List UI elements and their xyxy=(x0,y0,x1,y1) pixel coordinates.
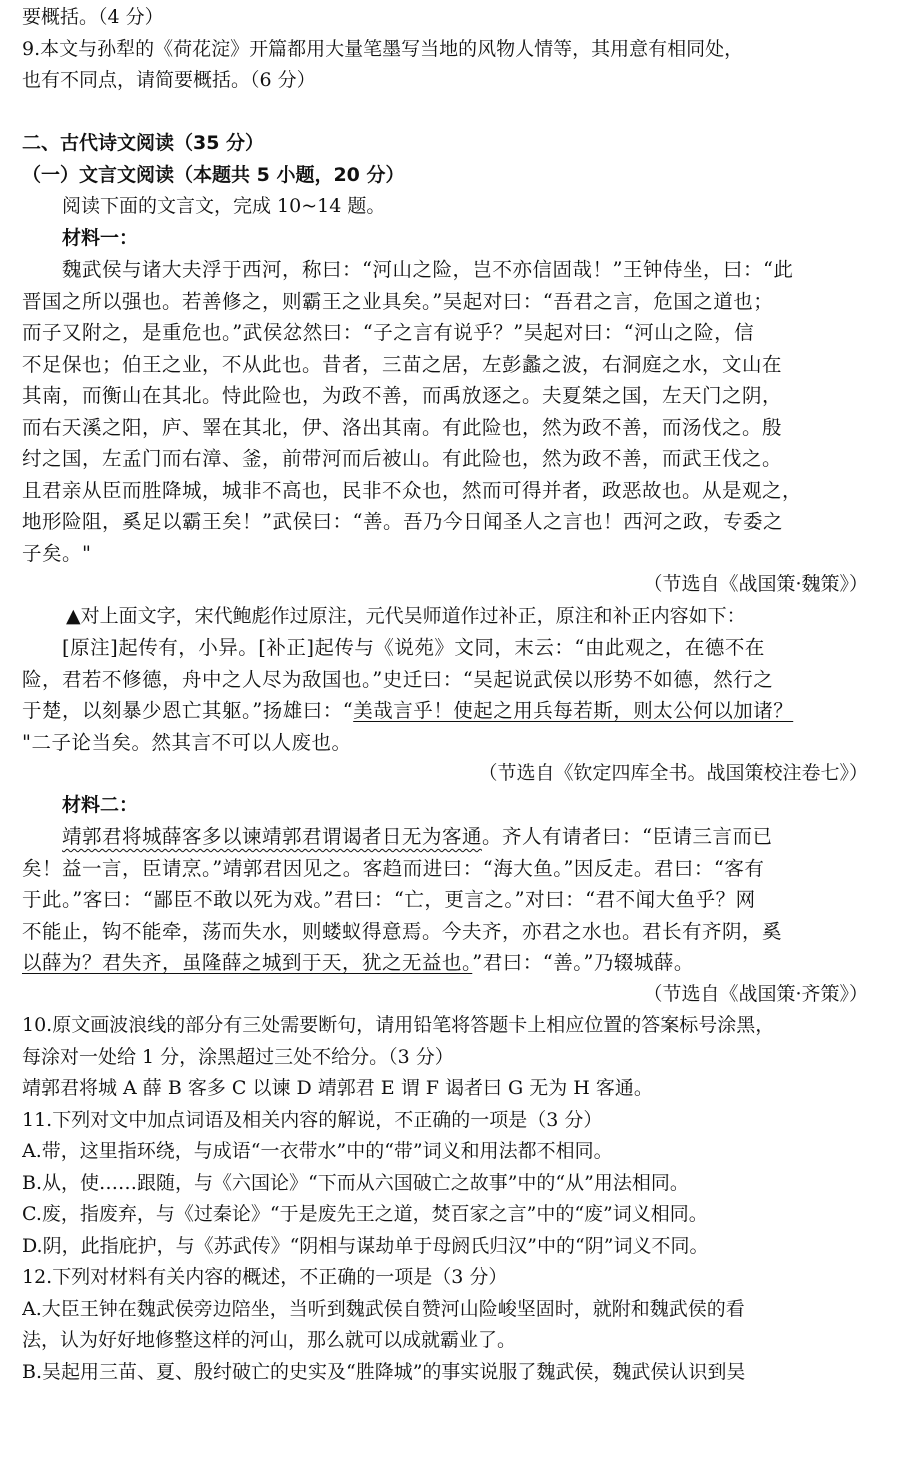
section-heading: 二、古代诗文阅读（35 分） xyxy=(22,132,265,154)
classical-text-line: 而右天溪之阳，庐、睪在其北，伊、洛出其南。有此险也，然为政不善，而汤伐之。殷 xyxy=(22,415,783,439)
source-citation: （节选自《战国策·齐策》） xyxy=(643,982,868,1005)
annotation-line xyxy=(22,695,876,727)
source-citation: （节选自《战国策·魏策》） xyxy=(643,573,868,595)
classical-text-line: 晋国之所以强也。若善修之，则霸王之业具矣。”吴起对曰：“吾君之言，危国之道也； xyxy=(22,289,774,313)
text-line: 也有不同点，请简要概括。（6 分） xyxy=(22,69,316,91)
classical-text-line: 且君亲从臣而胜降城，城非不高也，民非不众也，然而可得并者，政恶故也。从是观之， xyxy=(22,478,803,502)
option-a: A.带，这里指环绕，与成语“一衣带水”中的“带”词义和用法都不相同。 xyxy=(22,1140,613,1162)
instruction: 阅读下面的文言文，完成 10~14 题。 xyxy=(62,195,386,217)
classical-text: ”君曰：“善。”乃辍城薛。 xyxy=(472,951,694,974)
classical-text-line: 魏武侯与诸大夫浮于西河，称曰：“河山之险，岂不亦信固哉！”王钟侍坐，曰：“此 xyxy=(62,258,794,281)
annotation-line: [原注]起传有，小异。[补正]起传与《说苑》文同，末云：“由此观之，在德不在 xyxy=(62,636,765,659)
question-12: 12.下列对材料有关内容的概述，不正确的一项是（3 分） xyxy=(22,1266,508,1288)
option-b: B.吴起用三苗、夏、殷纣破亡的史实及“胜降城”的事实说服了魏武侯，魏武侯认识到吴 xyxy=(22,1360,746,1383)
question-11: 11.下列对文中加点词语及相关内容的解说，不正确的一项是（3 分） xyxy=(22,1108,603,1131)
subsection-heading: （一）文言文阅读（本题共 5 小题，20 分） xyxy=(22,163,405,186)
material-1-label: 材料一： xyxy=(62,226,139,249)
material-2-label: 材料二： xyxy=(62,793,139,816)
wavy-underlined-passage: 靖郭君将城薛客多以谏靖郭君谓谒者日无为客通 xyxy=(62,825,483,848)
classical-text-line: 纣之国，左孟门而右漳、釜，前带河而后被山。有此险也，然为政不善，而武王伐之。 xyxy=(22,447,783,470)
classical-text-line: 于此。”客曰：“鄙臣不敢以死为戏。”君曰：“亡，更言之。”对曰：“君不闻大鱼乎？网 xyxy=(22,888,756,911)
classical-text-line: 而子又附之，是重危也。”武侯忿然曰：“子之言有说乎？”吴起对曰：“河山之险，信 xyxy=(22,321,755,344)
underlined-sentence: 以薛为？君失齐，虽隆薛之城到于天，犹之无益也。 xyxy=(22,951,473,974)
question-10: 10.原文画波浪线的部分有三处需要断句，请用铅笔将答题卡上相应位置的答案标号涂黑， xyxy=(22,1014,775,1036)
classical-text-line: 子矣。" xyxy=(22,541,92,565)
classical-text-line xyxy=(22,821,876,853)
classical-text-line: 矣！益一言，臣请烹。”靖郭君因见之。客趋而进曰：“海大鱼。”因反走。君曰：“客有 xyxy=(22,856,765,880)
text-line: 每涂对一处给 1 分，涂黑超过三处不给分。（3 分） xyxy=(22,1045,454,1068)
classical-text-line: 地形险阻，奚足以霸王矣！”武侯曰：“善。吾乃今日闻圣人之言也！西河之政，专委之 xyxy=(22,510,783,533)
text-line: 法，认为好好地修整这样的河山，那么就可以成就霸业了。 xyxy=(22,1329,517,1351)
question-9: 9.本文与孙犁的《荷花淀》开篇都用大量笔墨写当地的风物人情等，其用意有相同处， xyxy=(22,37,744,60)
underlined-sentence: 美哉言乎！使起之用兵每若斯，则太公何以加诸？ xyxy=(353,699,794,722)
option-d: D.阴，此指庇护，与《苏武传》“阴相与谋劫单于母阏氏归汉”中的“阴”词义不同。 xyxy=(22,1234,709,1257)
annotation-text: 于楚，以刻暴少恩亡其躯。”扬雄曰：“ xyxy=(22,699,354,722)
option-c: C.废，指废弃，与《过秦论》“于是废先王之道，焚百家之言”中的“废”词义相同。 xyxy=(22,1203,708,1225)
question-10-options: 靖郭君将城 A 薛 B 客多 C 以谏 D 靖郭君 E 谓 F 谒者曰 G 无为 H 客通。 xyxy=(22,1077,653,1099)
classical-text-line: 不足保也；伯王之业，不从此也。昔者，三苗之居，左彭蠡之波，右洞庭之水，文山在 xyxy=(22,352,783,376)
annotation-line: 险，君若不修德，舟中之人尽为敌国也。”史迁曰：“吴起说武侯以形势不如德，然行之 xyxy=(22,667,774,691)
classical-text: 。齐人有请者曰：“臣请三言而已 xyxy=(482,825,773,848)
annotation-intro: ▲对上面文字，宋代鲍彪作过原注，元代吴师道作过补正，原注和补正内容如下： xyxy=(66,604,746,627)
source-citation: （节选自《钦定四库全书。战国策校注卷七》） xyxy=(478,762,868,784)
annotation-line: "二子论当矣。然其言不可以人废也。 xyxy=(22,730,352,754)
classical-text-line xyxy=(22,947,876,979)
option-b: B.从，使……跟随，与《六国论》“下而从六国破亡之故事”中的“从”用法相同。 xyxy=(22,1171,689,1194)
classical-text-line: 不能止，钩不能牵，荡而失水，则蝼蚁得意焉。今夫齐，亦君之水也。君长有齐阴，奚 xyxy=(22,919,783,943)
classical-text-line: 其南，而衡山在其北。恃此险也，为政不善，而禹放逐之。夫夏桀之国，左天门之阴， xyxy=(22,384,783,407)
text-line: 要概括。（4 分） xyxy=(22,6,164,28)
option-a: A.大臣王钟在魏武侯旁边陪坐，当听到魏武侯自赞河山险峻坚固时，就附和魏武侯的看 xyxy=(22,1297,745,1320)
